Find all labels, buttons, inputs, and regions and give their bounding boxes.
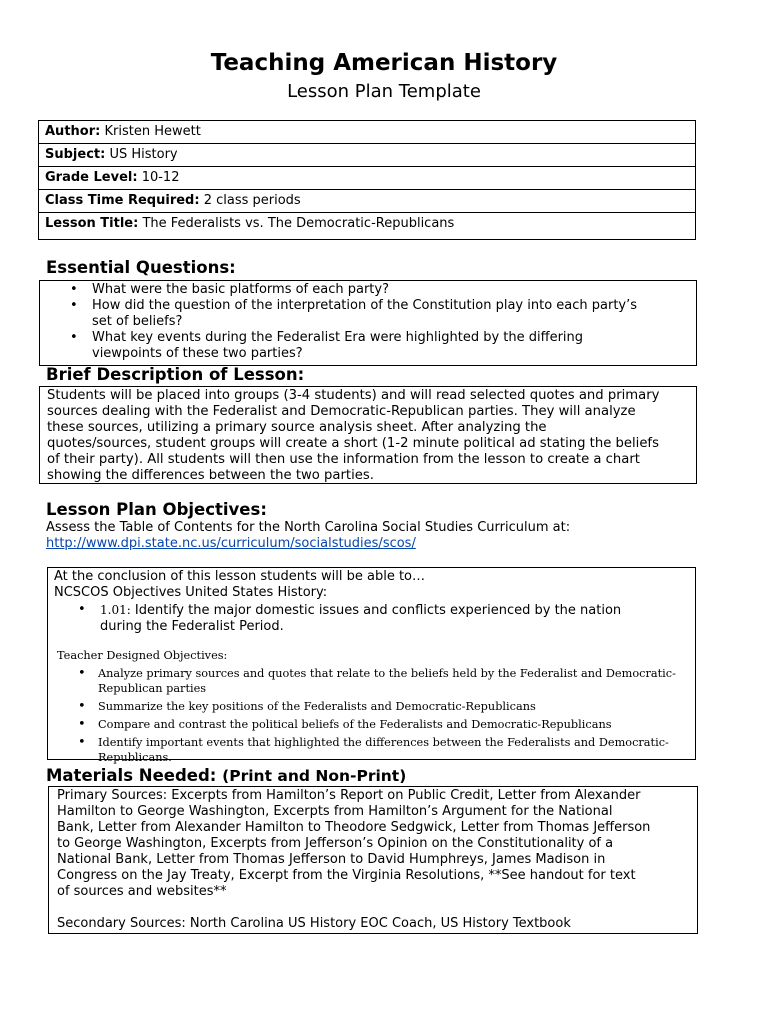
brief-description-box [39,386,697,484]
materials-line: of sources and websites** [57,884,227,899]
description-line: showing the differences between the two parties. [47,468,374,483]
lesson-title-row [39,213,695,239]
list-item: • Analyze primary sources and quotes that relate to the beliefs held by the Federalist and Democratic- Republican parties [48,666,695,696]
teacher-objectives-label: Teacher Designed Objectives: [57,649,228,662]
secondary-sources: Secondary Sources: North Carolina US History EOC Coach, US History Textbook [57,916,571,931]
document-title: Teaching American History [210,50,558,76]
teacher-objectives-list [48,666,695,765]
essential-questions-list [40,282,696,362]
description-line: quotes/sources, student groups will create a short (1-2 minute political ad stating the beliefs [47,436,659,451]
assess-text: Assess the Table of Contents for the North Carolina Social Studies Curriculum at: [46,520,571,535]
materials-heading: Materials Needed: (Print and Non-Print) [46,766,407,785]
description-line: these sources, utilizing a primary source analysis sheet. After analyzing the [47,420,547,435]
grade-level-label: Grade Level: [45,170,138,185]
list-item: • Compare and contrast the political beliefs of the Federalists and Democratic-Republicans [48,717,695,732]
objectives-intro: At the conclusion of this lesson students will be able to… [54,569,426,584]
essential-questions-box [39,280,697,366]
class-time-row [39,190,695,213]
lesson-title-label: Lesson Title: [45,216,139,231]
subject-row [39,144,695,167]
list-item: • 1.01: Identify the major domestic issues and conflicts experienced by the nation during the Federalist Period. [48,602,695,635]
objective-number: 1.01: [100,603,131,617]
objectives-heading: Lesson Plan Objectives: [46,500,267,519]
materials-heading-note: (Print and Non-Print) [222,767,407,785]
document-subtitle: Lesson Plan Template [287,81,481,102]
grade-level-value: 10-12 [141,170,180,185]
author-row [39,121,695,144]
description-line: Students will be placed into groups (3-4 students) and will read selected quotes and primary [47,388,660,403]
objectives-box [47,567,696,764]
list-item: • What key events during the Federalist Era were highlighted by the differing viewpoints of these two parties? [40,330,696,362]
grade-level-row [39,167,695,190]
author-label: Author: [45,124,101,139]
materials-box [48,786,698,934]
essential-questions-heading: Essential Questions: [46,258,236,277]
materials-line: Congress on the Jay Treaty, Excerpt from the Virginia Resolutions, **See handout for text [57,868,636,883]
subject-value: US History [109,147,178,162]
class-time-label: Class Time Required: [45,193,200,208]
materials-line: Bank, Letter from Alexander Hamilton to Theodore Sedgwick, Letter from Thomas Jefferson [57,820,651,835]
materials-line: Primary Sources: Excerpts from Hamilton’s Report on Public Credit, Letter from Alexander [57,788,641,803]
ncscos-label: NCSCOS Objectives United States History: [54,585,328,600]
ncscos-list [48,602,695,635]
lesson-title-value: The Federalists vs. The Democratic-Republicans [142,216,455,231]
description-line: of their party). All students will then use the information from the lesson to create a chart [47,452,640,467]
list-item: • What were the basic platforms of each party? [40,282,696,298]
class-time-value: 2 class periods [203,193,301,208]
brief-description-heading: Brief Description of Lesson: [46,365,305,384]
subject-label: Subject: [45,147,106,162]
list-item: • How did the question of the interpretation of the Constitution play into each party’s set of beliefs? [40,298,696,330]
materials-line: Hamilton to George Washington, Excerpts from Hamilton’s Argument for the National [57,804,613,819]
author-value: Kristen Hewett [104,124,201,139]
list-item: • Summarize the key positions of the Federalists and Democratic-Republicans [48,699,695,714]
curriculum-link[interactable]: http://www.dpi.state.nc.us/curriculum/socialstudies/scos/ [46,536,416,551]
list-item: • Identify important events that highlighted the differences between the Federalists and Democratic- Republicans. [48,735,695,765]
lesson-info-table [38,120,696,240]
materials-line: to George Washington, Excerpts from Jefferson’s Opinion on the Constitutionality of a [57,836,614,851]
description-line: sources dealing with the Federalist and Democratic-Republican parties. They will analyze [47,404,636,419]
materials-line: National Bank, Letter from Thomas Jefferson to David Humphreys, James Madison in [57,852,606,867]
